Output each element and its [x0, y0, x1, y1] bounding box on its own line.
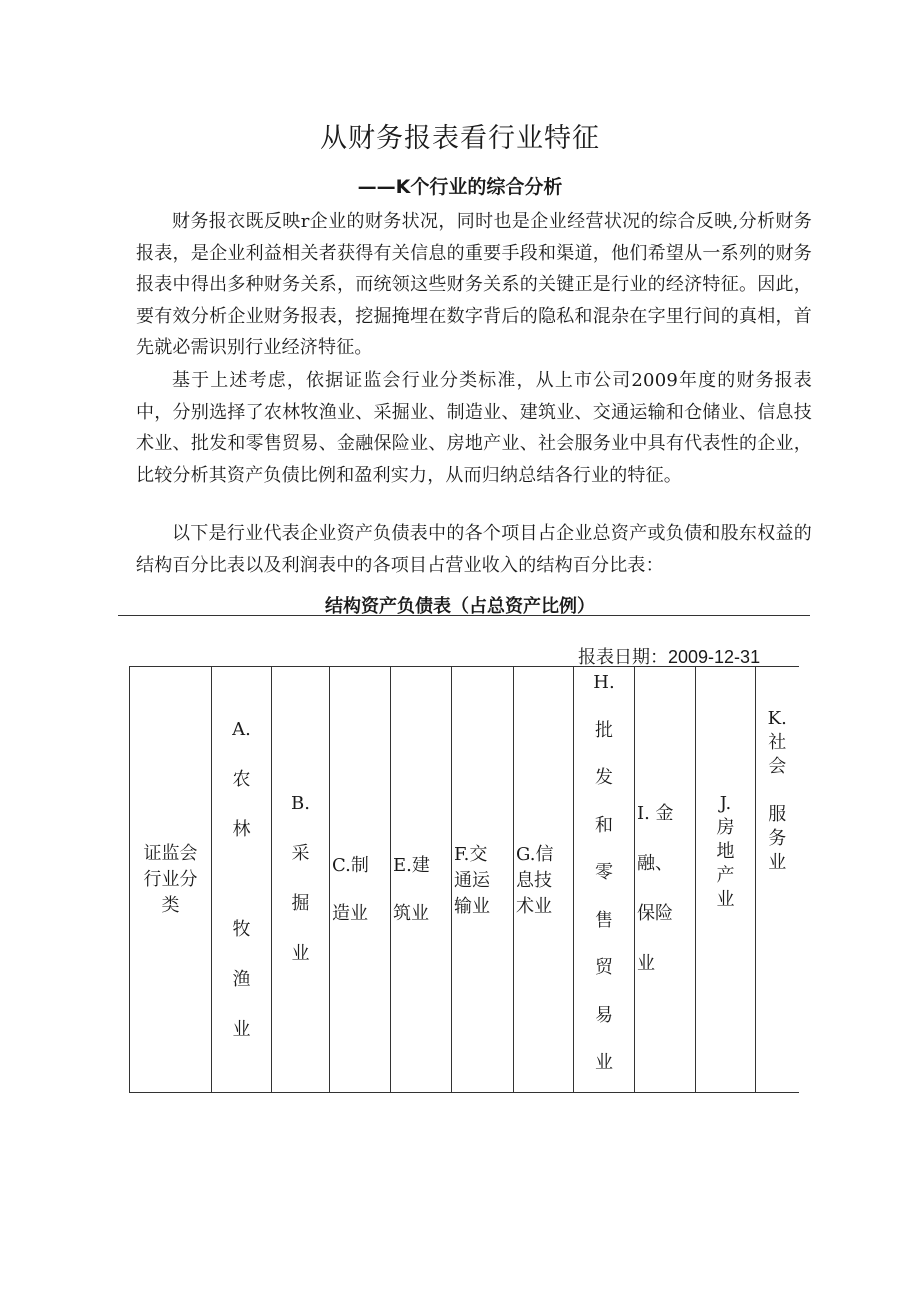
header-cell-h: [574, 667, 635, 1093]
header-label-j: J. 房 地 产 业: [716, 793, 735, 910]
header-label-h: H. 批 发 和 零 售 贸 易 业: [593, 672, 615, 1073]
header-cell-a: [212, 667, 272, 1093]
header-cell-c: [330, 667, 391, 1093]
paragraph-1: 财务报衣既反映r企业的财务状况，同时也是企业经营状况的综合反映,分析财务报表，是企业利益相关者获得有关信息的重要手段和渠道，他们希望从一系列的财务报表中得出多种财务关系，而统领这些财务关系的关键正是行业的经济特征。因此，要有效分析企业财务报表，挖掘掩埋在数字背后的隐私和混杂在字里行间的真相，首先就必需识别行业经济特征。: [136, 211, 812, 359]
header-cell-k: [756, 667, 799, 1093]
header-label-g: G.信 息技 术业: [516, 844, 554, 917]
paragraph-2: 基于上述考虑，依据证监会行业分类标准，从上市公司2009年度的财务报表中，分别选择了农林牧渔业、采掘业、制造业、建筑业、交通运输和仓储业、信息技术业、批发和零售贸易、金融保险业、房地产业、社会服务业中具有代表性的企业，比较分析其资产负债比例和盈利实力，从而归纳总结各行业的特征。: [136, 370, 812, 486]
header-cell-f: [452, 667, 514, 1093]
header-label-b: B. 采 掘 业: [291, 793, 310, 964]
header-cell-b: [272, 667, 330, 1093]
header-cell-i: [635, 667, 696, 1093]
header-cell-category: [130, 667, 212, 1093]
header-label-k: K. 社 会 服 务 业: [767, 708, 787, 873]
report-date-value: 2009-12-31: [668, 647, 761, 667]
header-cell-j: [696, 667, 756, 1093]
table-top-rule: [118, 615, 810, 616]
header-label-f: F.交 通运 输业: [454, 844, 490, 917]
header-label-a: A. 农 林 牧 渔 业: [232, 719, 251, 1040]
table-header-row: [130, 667, 799, 1093]
balance-sheet-table: [129, 666, 799, 1093]
header-cell-g: [514, 667, 574, 1093]
header-label-category: 证监会 行业分 类: [143, 843, 198, 916]
report-date-label: 报表日期：: [578, 647, 668, 668]
header-cell-e: [391, 667, 452, 1093]
header-label-c: C.制 造业: [332, 855, 369, 924]
paragraph-3: 以下是行业代表企业资产负债表中的各个项目占企业总资产或负债和股东权益的结构百分比表以及利润表中的各项目占营业收入的结构百分比表：: [136, 523, 812, 576]
document-title: 从财务报表看行业特征: [320, 123, 600, 154]
table-title: 结构资产负债表（占总资产比例）: [325, 596, 595, 617]
header-label-i: I. 金 融、 保险 业: [637, 803, 674, 974]
document-subtitle: ——K个行业的综合分析: [357, 176, 563, 198]
header-label-e: E.建 筑业: [393, 855, 430, 924]
